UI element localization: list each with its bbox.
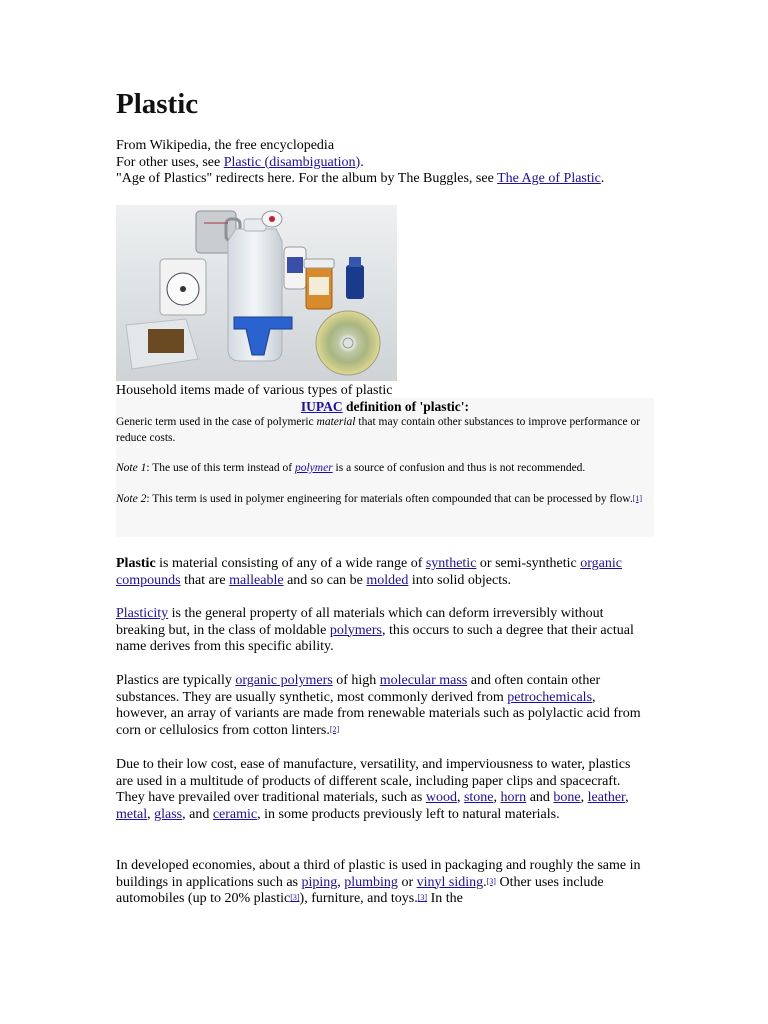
hatnote-disambiguation: For other uses, see Plastic (disambiguation). [116, 154, 364, 170]
iupac-definition: Generic term used in the case of polymeric material that may contain other substances to improve performance or reduce costs. [116, 416, 641, 444]
paragraph-3: Plastics are typically organic polymers of high molecular mass and often contain other substances. They are usually synthetic, most commonly derived from petrochemicals, however, an array of variants are made from renewable materials such as polylactic acid from corn or cellulosics from cotton linters.[2] [116, 673, 641, 738]
vinyl-siding-link[interactable]: vinyl siding [416, 874, 484, 890]
disambiguation-link[interactable]: Plastic (disambiguation) [223, 154, 361, 170]
malleable-link[interactable]: malleable [229, 572, 284, 588]
glass-link[interactable]: glass [154, 806, 183, 822]
polymer-link[interactable]: polymer [294, 462, 333, 474]
photo-caption: Household items made of various types of plastic [116, 383, 393, 398]
ceramic-link[interactable]: ceramic [212, 806, 258, 822]
reference-1-link[interactable]: [1] [632, 493, 643, 503]
iupac-link[interactable]: IUPAC [300, 399, 343, 414]
horn-link[interactable]: horn [500, 790, 527, 805]
stone-link[interactable]: stone [463, 790, 494, 805]
page-title: Plastic [116, 88, 199, 120]
paragraph-4: Due to their low cost, ease of manufacture, versatility, and imperviousness to water, plastics are used in a multitude of products of different scale, including paper clips and spacecraft. They have prevailed over traditional materials, such as wood, stone, horn and bone, leather, metal, glass, and ceramic, in some products previously left to natural materials. [116, 757, 631, 822]
paragraph-1: Plastic is material consisting of any of a wide range of synthetic or semi-synthetic organic compounds that are malleable and so can be molded into solid objects. [116, 556, 622, 588]
iupac-heading: IUPAC definition of 'plastic': [300, 399, 470, 414]
iupac-note-2: Note 2: This term is used in polymer engineering for materials often compounded that can be processed by flow.[1] [116, 492, 643, 505]
molded-link[interactable]: molded [366, 572, 409, 588]
organic-polymers-link[interactable]: organic polymers [235, 673, 333, 688]
intro-block [116, 138, 636, 188]
iupac-definition-box [116, 398, 654, 537]
reference-3-link[interactable]: [3] [486, 876, 496, 886]
photo-illustration [116, 205, 397, 381]
tagline: From Wikipedia, the free encyclopedia [116, 138, 335, 153]
synthetic-link[interactable]: synthetic [425, 556, 477, 571]
piping-link[interactable]: piping [301, 874, 338, 890]
household-plastics-photo[interactable] [116, 205, 397, 381]
petrochemicals-link[interactable]: petrochemicals [507, 689, 593, 705]
leather-link[interactable]: leather [587, 790, 626, 805]
plasticity-link[interactable]: Plasticity [116, 606, 169, 621]
paragraph-2: Plasticity is the general property of all materials which can deform irreversibly without breaking but, in the class of moldable polymers, this occurs to such a degree that their actual name derives from this specific ability. [116, 606, 634, 654]
hatnote-redirect: "Age of Plastics" redirects here. For the album by The Buggles, see The Age of Plastic. [116, 171, 605, 186]
polymers-link[interactable]: polymers [329, 622, 382, 638]
reference-3-link[interactable]: [3] [290, 893, 300, 902]
metal-link[interactable]: metal [116, 806, 148, 822]
plumbing-link[interactable]: plumbing [344, 874, 398, 890]
molecular-mass-link[interactable]: molecular mass [379, 673, 468, 688]
reference-2-link[interactable]: [2] [329, 724, 340, 734]
bone-link[interactable]: bone [553, 790, 581, 805]
age-of-plastic-link[interactable]: The Age of Plastic [497, 171, 601, 186]
wood-link[interactable]: wood [425, 790, 457, 805]
organic-compounds-link[interactable]: organic compounds [116, 556, 622, 588]
iupac-note-1: Note 1: The use of this term instead of polymer is a source of confusion and thus is not recommended. [116, 462, 586, 474]
reference-3-link[interactable]: [3] [417, 893, 428, 902]
paragraph-5: In developed economies, about a third of plastic is used in packaging and roughly the same in buildings in applications such as piping, plumbing or vinyl siding.[3] Other uses include automobiles (up to 20% plastic[3]), furniture, and toys.[3] In the [116, 858, 641, 906]
